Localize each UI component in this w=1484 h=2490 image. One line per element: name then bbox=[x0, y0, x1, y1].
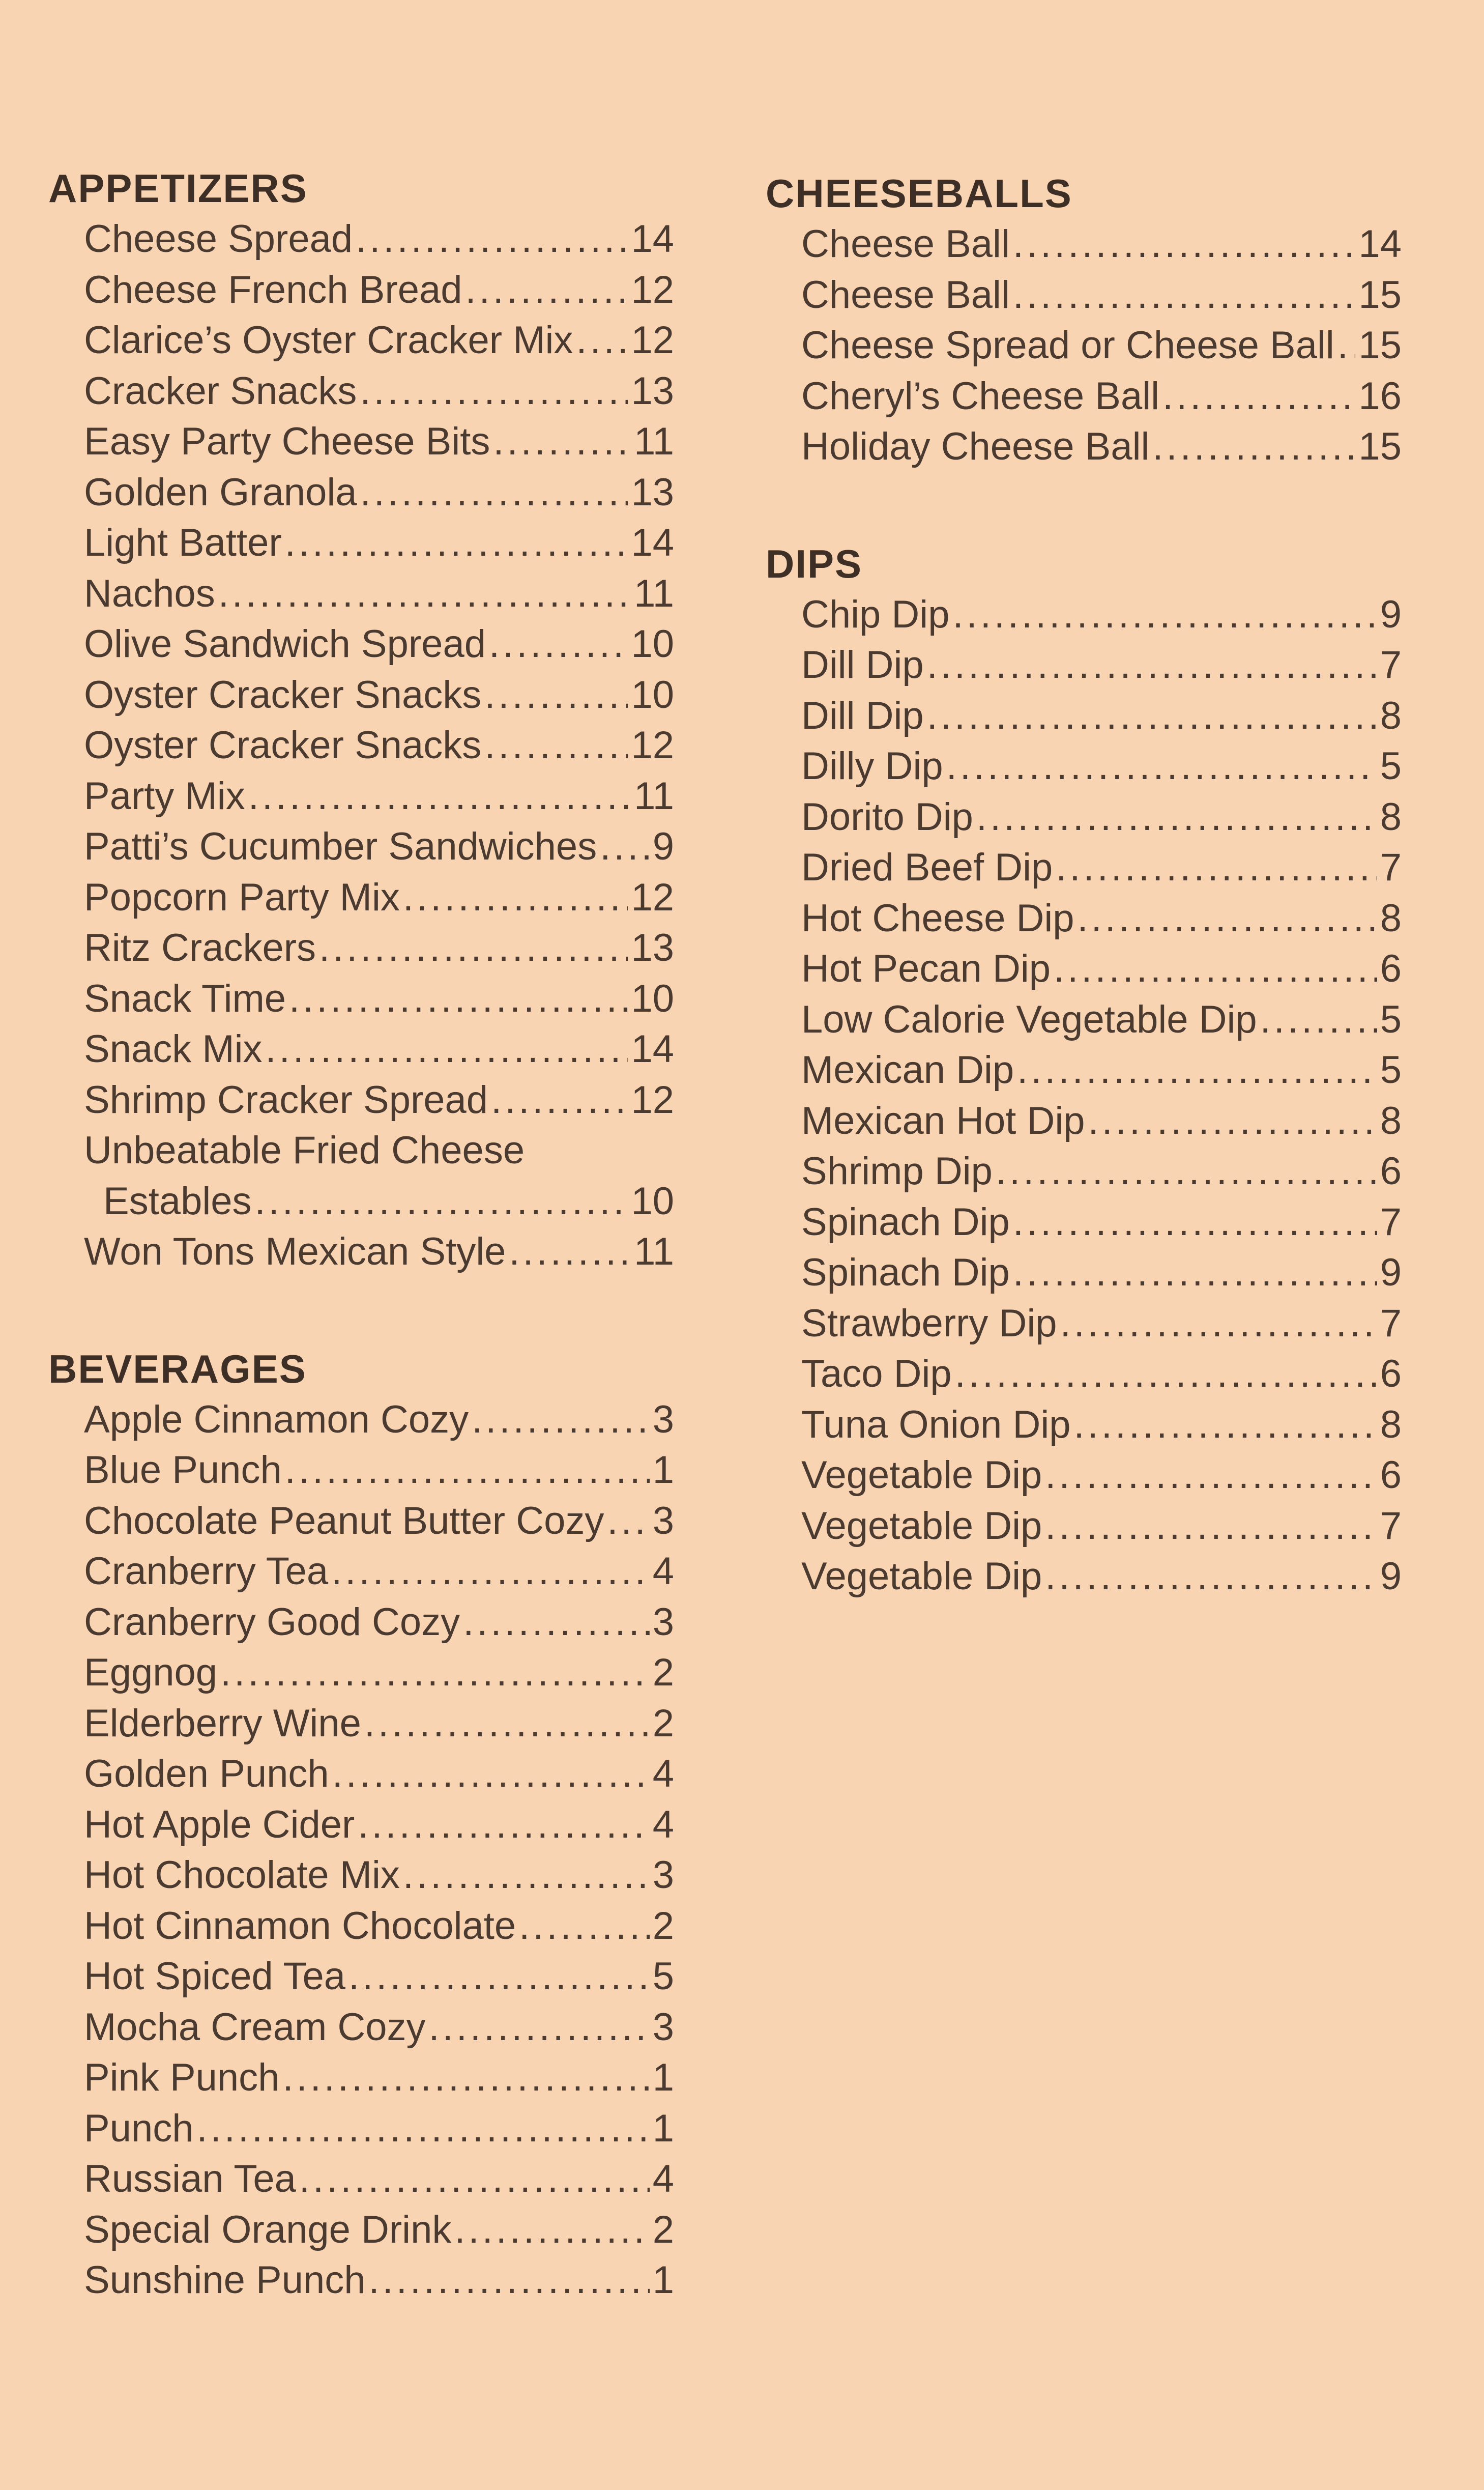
dot-leader bbox=[454, 2205, 649, 2255]
dot-leader bbox=[332, 1749, 650, 1799]
page-number: 13 bbox=[631, 470, 674, 514]
index-entry bbox=[84, 2002, 674, 2053]
dot-leader bbox=[576, 315, 628, 366]
index-entry bbox=[801, 1247, 1402, 1298]
dot-leader bbox=[1078, 893, 1377, 944]
index-entry bbox=[84, 416, 674, 467]
page-number: 8 bbox=[1380, 896, 1402, 940]
entry-title: Cheese Ball bbox=[801, 273, 1010, 317]
entry-title: Taco Dip bbox=[801, 1352, 952, 1395]
index-entry bbox=[84, 1850, 674, 1901]
entry-title: Patti’s Cucumber Sandwiches bbox=[84, 825, 597, 868]
index-entry bbox=[84, 2205, 674, 2255]
dot-leader bbox=[465, 265, 628, 316]
index-entry bbox=[801, 1501, 1402, 1552]
right-column bbox=[766, 168, 1402, 1668]
dot-leader bbox=[1073, 1399, 1377, 1450]
dot-leader bbox=[1017, 1045, 1377, 1096]
page-number: 6 bbox=[1380, 1150, 1402, 1193]
entry-title: Mocha Cream Cozy bbox=[84, 2005, 426, 2049]
index-entry bbox=[801, 640, 1402, 691]
dot-leader bbox=[285, 518, 628, 568]
index-entry bbox=[84, 720, 674, 771]
entry-title: Party Mix bbox=[84, 774, 245, 818]
entry-title: Punch bbox=[84, 2106, 194, 2150]
dot-leader bbox=[403, 872, 628, 923]
page-number: 7 bbox=[1380, 1504, 1402, 1548]
page-number: 5 bbox=[1380, 997, 1402, 1041]
section-dips bbox=[766, 538, 1402, 1602]
entry-title: Cranberry Tea bbox=[84, 1550, 329, 1593]
index-entry bbox=[84, 568, 674, 619]
dot-leader bbox=[509, 1226, 631, 1277]
entry-title: Shrimp Cracker Spread bbox=[84, 1078, 488, 1122]
page-number: 8 bbox=[1380, 795, 1402, 839]
page-number: 1 bbox=[652, 2106, 674, 2150]
section-heading: BEVERAGES bbox=[48, 1346, 307, 1391]
entry-title: Golden Punch bbox=[84, 1752, 329, 1795]
index-entry bbox=[801, 994, 1402, 1045]
dot-leader bbox=[429, 2002, 650, 2053]
entry-title: Easy Party Cheese Bits bbox=[84, 420, 490, 463]
page-number: 1 bbox=[652, 1448, 674, 1492]
entry-title: Dilly Dip bbox=[801, 745, 943, 788]
dot-leader bbox=[1045, 1551, 1377, 1602]
page-number: 14 bbox=[631, 1027, 674, 1071]
index-entry bbox=[801, 421, 1402, 472]
entry-title: Cheryl’s Cheese Ball bbox=[801, 374, 1160, 418]
entry-title: Sunshine Punch bbox=[84, 2258, 366, 2302]
entry-title: Spinach Dip bbox=[801, 1251, 1010, 1294]
index-entry bbox=[801, 792, 1402, 843]
section-heading: DIPS bbox=[766, 541, 863, 586]
index-entry bbox=[84, 1749, 674, 1799]
page-number: 11 bbox=[634, 571, 674, 615]
index-entry bbox=[84, 2255, 674, 2306]
page-number: 6 bbox=[1380, 1453, 1402, 1497]
dot-leader bbox=[299, 2154, 650, 2205]
dot-leader bbox=[472, 1394, 650, 1445]
index-entry bbox=[84, 771, 674, 822]
dot-leader bbox=[360, 366, 628, 417]
section-heading: APPETIZERS bbox=[48, 166, 308, 211]
dot-leader bbox=[927, 691, 1377, 741]
entry-title: Chip Dip bbox=[801, 592, 950, 636]
index-entry bbox=[84, 1125, 674, 1176]
page-number: 3 bbox=[652, 1853, 674, 1897]
entry-title: Apple Cinnamon Cozy bbox=[84, 1397, 469, 1441]
index-entry bbox=[84, 1901, 674, 1952]
page-number: 12 bbox=[631, 875, 674, 919]
index-entry bbox=[801, 691, 1402, 741]
entry-title: Mexican Dip bbox=[801, 1048, 1014, 1092]
dot-leader bbox=[1152, 421, 1355, 472]
page-number: 10 bbox=[631, 673, 674, 717]
page-number: 9 bbox=[1380, 1555, 1402, 1598]
entry-title: Hot Pecan Dip bbox=[801, 947, 1051, 990]
entry-title: Vegetable Dip bbox=[801, 1453, 1042, 1497]
entry-title: Dill Dip bbox=[801, 643, 924, 686]
entry-title: Popcorn Party Mix bbox=[84, 875, 400, 919]
page-number: 3 bbox=[652, 2005, 674, 2049]
dot-leader bbox=[1060, 1298, 1377, 1349]
page-number: 8 bbox=[1380, 1099, 1402, 1142]
index-entry bbox=[84, 1445, 674, 1496]
entry-title: Russian Tea bbox=[84, 2157, 296, 2200]
section-appetizers bbox=[48, 163, 674, 1277]
page-number: 2 bbox=[652, 1904, 674, 1948]
index-entry bbox=[84, 265, 674, 316]
page-number: 5 bbox=[1380, 1048, 1402, 1092]
page-number: 9 bbox=[1380, 1251, 1402, 1294]
page-number: 4 bbox=[652, 1550, 674, 1593]
dot-leader bbox=[1162, 371, 1355, 422]
dot-leader bbox=[218, 568, 631, 619]
page-number: 6 bbox=[1380, 1352, 1402, 1395]
page-number: 11 bbox=[634, 420, 674, 463]
entry-title: Nachos bbox=[84, 571, 215, 615]
entry-title: Oyster Cracker Snacks bbox=[84, 724, 482, 767]
dot-leader bbox=[607, 1496, 649, 1547]
dot-leader bbox=[364, 1698, 650, 1749]
page-number: 7 bbox=[1380, 1200, 1402, 1244]
entry-title: Hot Cheese Dip bbox=[801, 896, 1074, 940]
dot-leader bbox=[976, 792, 1377, 843]
entry-title: Oyster Cracker Snacks bbox=[84, 673, 482, 717]
index-entry bbox=[801, 1146, 1402, 1197]
entry-title: Mexican Hot Dip bbox=[801, 1099, 1085, 1142]
entry-title: Won Tons Mexican Style bbox=[84, 1230, 506, 1273]
page-number: 8 bbox=[1380, 1403, 1402, 1446]
entry-title: Olive Sandwich Spread bbox=[84, 622, 486, 666]
dot-leader bbox=[220, 1647, 650, 1698]
dot-leader bbox=[1088, 1096, 1377, 1147]
entry-title: Golden Granola bbox=[84, 470, 357, 514]
index-entry bbox=[84, 974, 674, 1024]
entry-title: Clarice’s Oyster Cracker Mix bbox=[84, 319, 573, 362]
dot-leader bbox=[484, 670, 628, 721]
index-entry bbox=[84, 518, 674, 568]
dot-leader bbox=[1260, 994, 1377, 1045]
index-entry bbox=[801, 943, 1402, 994]
index-entry bbox=[84, 2154, 674, 2205]
dot-leader bbox=[489, 619, 628, 670]
entry-title: Vegetable Dip bbox=[801, 1555, 1042, 1598]
page-number: 11 bbox=[634, 1230, 674, 1273]
entry-title: Cracker Snacks bbox=[84, 369, 357, 413]
index-entry bbox=[84, 467, 674, 518]
index-entry bbox=[84, 1698, 674, 1749]
index-entry bbox=[84, 872, 674, 923]
entry-title: Hot Spiced Tea bbox=[84, 1955, 346, 1998]
index-entry bbox=[84, 1075, 674, 1126]
dot-leader bbox=[996, 1146, 1377, 1197]
index-entry bbox=[84, 1597, 674, 1648]
index-entry bbox=[801, 1349, 1402, 1399]
index-entry bbox=[801, 270, 1402, 321]
index-entry bbox=[84, 1647, 674, 1698]
entry-title: Cheese Spread or Cheese Ball bbox=[801, 324, 1334, 367]
index-entry bbox=[801, 1450, 1402, 1501]
index-entry bbox=[84, 214, 674, 265]
page-number: 1 bbox=[652, 2258, 674, 2302]
index-entry bbox=[84, 1496, 674, 1547]
page-number: 7 bbox=[1380, 1301, 1402, 1345]
dot-leader bbox=[1013, 1197, 1377, 1248]
entry-title: Spinach Dip bbox=[801, 1200, 1010, 1244]
section-heading: CHEESEBALLS bbox=[766, 171, 1072, 216]
entry-list bbox=[84, 1394, 674, 2306]
page-number: 7 bbox=[1380, 846, 1402, 889]
page-number: 9 bbox=[1380, 592, 1402, 636]
index-entry bbox=[84, 1024, 674, 1075]
dot-leader bbox=[285, 1445, 650, 1496]
entry-title: Cheese Ball bbox=[801, 222, 1010, 266]
entry-list bbox=[801, 219, 1402, 472]
entry-list bbox=[84, 214, 674, 1277]
page-number: 13 bbox=[631, 926, 674, 969]
dot-leader bbox=[1013, 1247, 1377, 1298]
page-number: 5 bbox=[1380, 745, 1402, 788]
index-entry bbox=[801, 219, 1402, 270]
index-entry bbox=[84, 1951, 674, 2002]
dot-leader bbox=[289, 974, 628, 1024]
index-entry bbox=[801, 1551, 1402, 1602]
dot-leader bbox=[1045, 1501, 1377, 1552]
entry-title: Dried Beef Dip bbox=[801, 846, 1053, 889]
dot-leader bbox=[1337, 320, 1356, 371]
page-number: 4 bbox=[652, 1752, 674, 1795]
dot-leader bbox=[519, 1901, 650, 1952]
dot-leader bbox=[1013, 219, 1356, 270]
dot-leader bbox=[282, 2052, 649, 2103]
page-number: 15 bbox=[1358, 273, 1402, 317]
index-entry bbox=[801, 1197, 1402, 1248]
page-number: 14 bbox=[631, 521, 674, 564]
page-number: 10 bbox=[631, 622, 674, 666]
index-entry bbox=[801, 1399, 1402, 1450]
page-number: 6 bbox=[1380, 947, 1402, 990]
page-number: 14 bbox=[631, 217, 674, 261]
dot-leader bbox=[600, 821, 650, 872]
page-number: 2 bbox=[652, 2208, 674, 2251]
entry-title-continued: Estables bbox=[103, 1179, 252, 1223]
index-entry-continued bbox=[84, 1176, 674, 1227]
page-number: 2 bbox=[652, 1651, 674, 1694]
page-number: 4 bbox=[652, 2157, 674, 2200]
page-number: 14 bbox=[1358, 222, 1402, 266]
entry-title: Shrimp Dip bbox=[801, 1150, 993, 1193]
dot-leader bbox=[952, 589, 1377, 640]
entry-title: Tuna Onion Dip bbox=[801, 1403, 1071, 1446]
index-entry bbox=[84, 1546, 674, 1597]
dot-leader bbox=[491, 1075, 628, 1126]
dot-leader bbox=[360, 467, 628, 518]
dot-leader bbox=[331, 1546, 650, 1597]
dot-leader bbox=[248, 771, 631, 822]
dot-leader bbox=[484, 720, 628, 771]
index-entry bbox=[801, 842, 1402, 893]
entry-title: Snack Time bbox=[84, 977, 286, 1020]
index-entry bbox=[801, 371, 1402, 422]
index-entry bbox=[84, 2103, 674, 2154]
index-entry bbox=[801, 589, 1402, 640]
entry-title: Pink Punch bbox=[84, 2056, 280, 2099]
entry-title: Cheese French Bread bbox=[84, 268, 462, 311]
page-number: 3 bbox=[652, 1499, 674, 1542]
entry-title: Unbeatable Fried Cheese bbox=[84, 1129, 525, 1172]
entry-list bbox=[801, 589, 1402, 1602]
page-number: 11 bbox=[634, 774, 674, 818]
left-column bbox=[48, 163, 674, 2372]
dot-leader bbox=[463, 1597, 650, 1648]
page-number: 3 bbox=[652, 1600, 674, 1644]
entry-title: Snack Mix bbox=[84, 1027, 263, 1071]
entry-title: Hot Cinnamon Chocolate bbox=[84, 1904, 516, 1948]
entry-title: Hot Chocolate Mix bbox=[84, 1853, 400, 1897]
entry-title: Chocolate Peanut Butter Cozy bbox=[84, 1499, 604, 1542]
page-number: 12 bbox=[631, 319, 674, 362]
dot-leader bbox=[319, 923, 628, 974]
dot-leader bbox=[1013, 270, 1356, 321]
index-entry bbox=[84, 366, 674, 417]
entry-title: Cheese Spread bbox=[84, 217, 353, 261]
page-number: 2 bbox=[652, 1701, 674, 1745]
dot-leader bbox=[356, 214, 628, 265]
page-number: 10 bbox=[631, 977, 674, 1020]
index-entry bbox=[801, 1096, 1402, 1147]
index-entry bbox=[84, 2052, 674, 2103]
section-cheeseballs bbox=[766, 168, 1402, 472]
entry-title: Ritz Crackers bbox=[84, 926, 316, 969]
dot-leader bbox=[197, 2103, 650, 2154]
page-number: 15 bbox=[1358, 324, 1402, 367]
page-number: 5 bbox=[652, 1955, 674, 1998]
entry-title: Blue Punch bbox=[84, 1448, 282, 1492]
entry-title: Cranberry Good Cozy bbox=[84, 1600, 460, 1644]
dot-leader bbox=[1045, 1450, 1377, 1501]
page-number: 15 bbox=[1358, 425, 1402, 468]
dot-leader bbox=[1054, 943, 1377, 994]
page-number: 4 bbox=[652, 1802, 674, 1846]
page-number: 12 bbox=[631, 1078, 674, 1122]
page-number: 1 bbox=[652, 2056, 674, 2099]
index-entry bbox=[84, 619, 674, 670]
entry-title: Low Calorie Vegetable Dip bbox=[801, 997, 1257, 1041]
page-number: 9 bbox=[652, 825, 674, 868]
entry-title: Strawberry Dip bbox=[801, 1301, 1057, 1345]
index-entry bbox=[801, 893, 1402, 944]
index-entry bbox=[801, 741, 1402, 792]
dot-leader bbox=[266, 1024, 628, 1075]
dot-leader bbox=[493, 416, 631, 467]
index-entry bbox=[84, 923, 674, 974]
entry-title: Eggnog bbox=[84, 1651, 218, 1694]
index-entry bbox=[801, 1298, 1402, 1349]
dot-leader bbox=[955, 1349, 1377, 1399]
entry-title: Dorito Dip bbox=[801, 795, 973, 839]
entry-title: Special Orange Drink bbox=[84, 2208, 452, 2251]
entry-title: Dill Dip bbox=[801, 694, 924, 737]
index-entry bbox=[84, 1226, 674, 1277]
index-entry bbox=[801, 1045, 1402, 1096]
index-entry bbox=[801, 320, 1402, 371]
entry-title: Holiday Cheese Ball bbox=[801, 425, 1150, 468]
entry-title: Light Batter bbox=[84, 521, 282, 564]
page-number: 7 bbox=[1380, 643, 1402, 686]
dot-leader bbox=[255, 1176, 628, 1227]
page-number: 12 bbox=[631, 724, 674, 767]
index-entry bbox=[84, 315, 674, 366]
entry-title: Hot Apple Cider bbox=[84, 1802, 355, 1846]
page-number: 13 bbox=[631, 369, 674, 413]
page-number: 8 bbox=[1380, 694, 1402, 737]
page-number: 16 bbox=[1358, 374, 1402, 418]
dot-leader bbox=[348, 1951, 650, 2002]
dot-leader bbox=[946, 741, 1377, 792]
entry-title: Vegetable Dip bbox=[801, 1504, 1042, 1548]
dot-leader bbox=[369, 2255, 650, 2306]
dot-leader bbox=[1056, 842, 1377, 893]
index-entry bbox=[84, 1394, 674, 1445]
page-number: 12 bbox=[631, 268, 674, 311]
dot-leader bbox=[358, 1799, 649, 1850]
section-beverages bbox=[48, 1343, 674, 2306]
index-entry bbox=[84, 1799, 674, 1850]
index-entry bbox=[84, 821, 674, 872]
page-number: 3 bbox=[652, 1397, 674, 1441]
page-number: 10 bbox=[631, 1179, 674, 1223]
dot-leader bbox=[403, 1850, 650, 1901]
entry-title: Elderberry Wine bbox=[84, 1701, 361, 1745]
index-entry bbox=[84, 670, 674, 721]
dot-leader bbox=[927, 640, 1377, 691]
